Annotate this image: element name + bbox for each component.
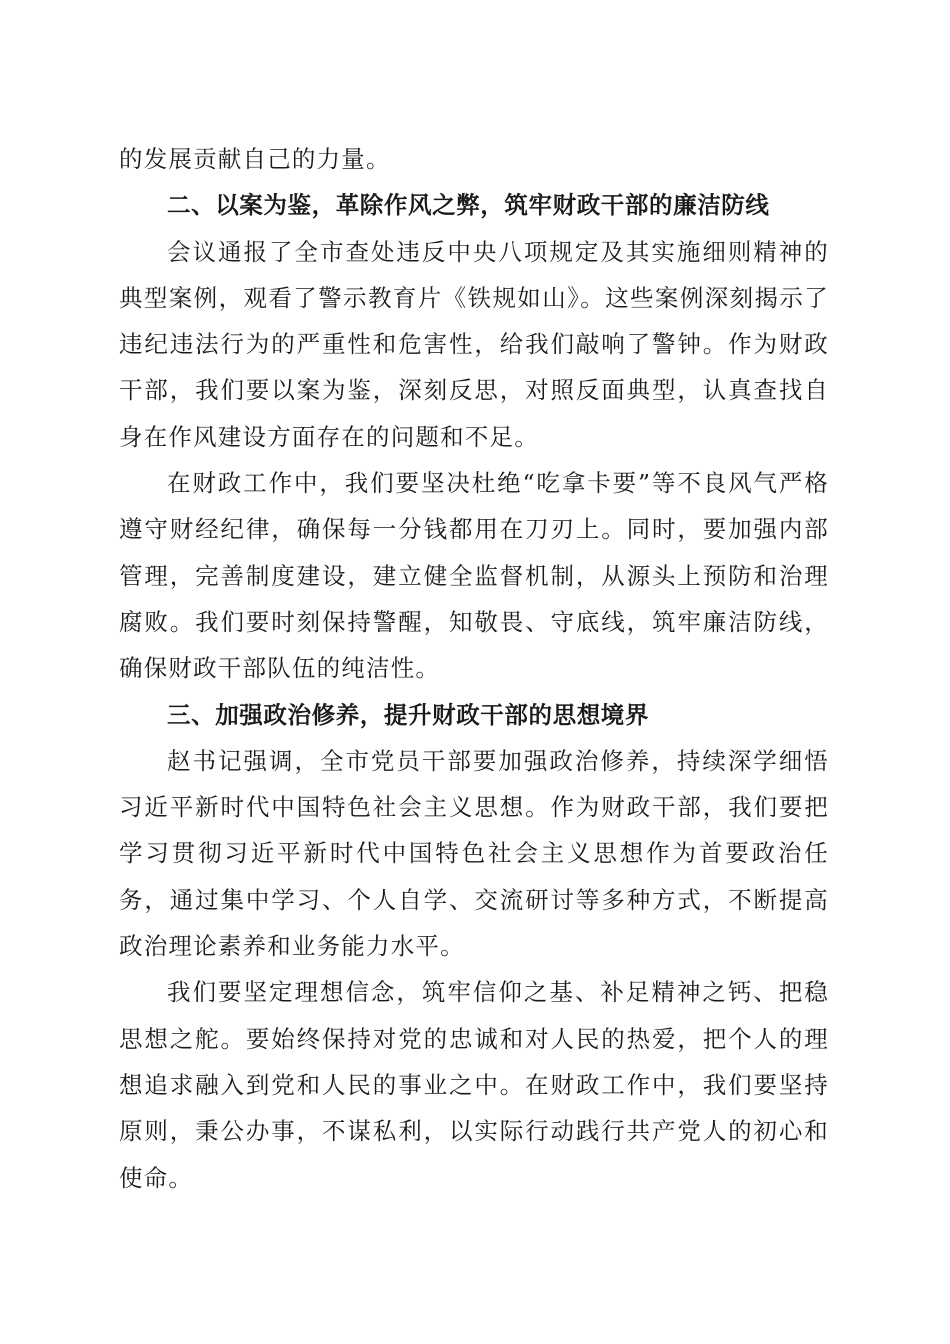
section-3-paragraph-2: 我们要坚定理想信念，筑牢信仰之基、补足精神之钙、把稳思想之舵。要始终保持对党的忠诚和对人民的热爱，把个人的理想追求融入到党和人民的事业之中。在财政工作中，我们要坚持原则，秉公办事，不谋私利，以实际行动践行共产党人的初心和使命。 (119, 978, 829, 1192)
document-body (119, 136, 829, 1201)
section-3-paragraph-1: 赵书记强调，全市党员干部要加强政治修养，持续深学细悟习近平新时代中国特色社会主义思想。作为财政干部，我们要把学习贯彻习近平新时代中国特色社会主义思想作为首要政治任务，通过集中学习、个人自学、交流研讨等多种方式，不断提高政治理论素养和业务能力水平。 (119, 746, 829, 961)
continuation-paragraph: 的发展贡献自己的力量。 (119, 145, 391, 173)
section-heading-3: 三、加强政治修养，提升财政干部的思想境界 (167, 700, 649, 729)
section-2-paragraph-2: 在财政工作中，我们要坚决杜绝“吃拿卡要”等不良风气严格遵守财经纪律，确保每一分钱都用在刀刃上。同时，要加强内部管理，完善制度建设，建立健全监督机制，从源头上预防和治理腐败。我们要时刻保持警醒，知敬畏、守底线，筑牢廉洁防线，确保财政干部队伍的纯洁性。 (119, 469, 829, 683)
section-2-paragraph-1: 会议通报了全市查处违反中央八项规定及其实施细则精神的典型案例，观看了警示教育片《铁规如山》。这些案例深刻揭示了违纪违法行为的严重性和危害性，给我们敲响了警钟。作为财政干部，我们要以案为鉴，深刻反思，对照反面典型，认真查找自身在作风建设方面存在的问题和不足。 (119, 237, 829, 451)
section-heading-2: 二、以案为鉴，革除作风之弊，筑牢财政干部的廉洁防线 (167, 191, 770, 220)
